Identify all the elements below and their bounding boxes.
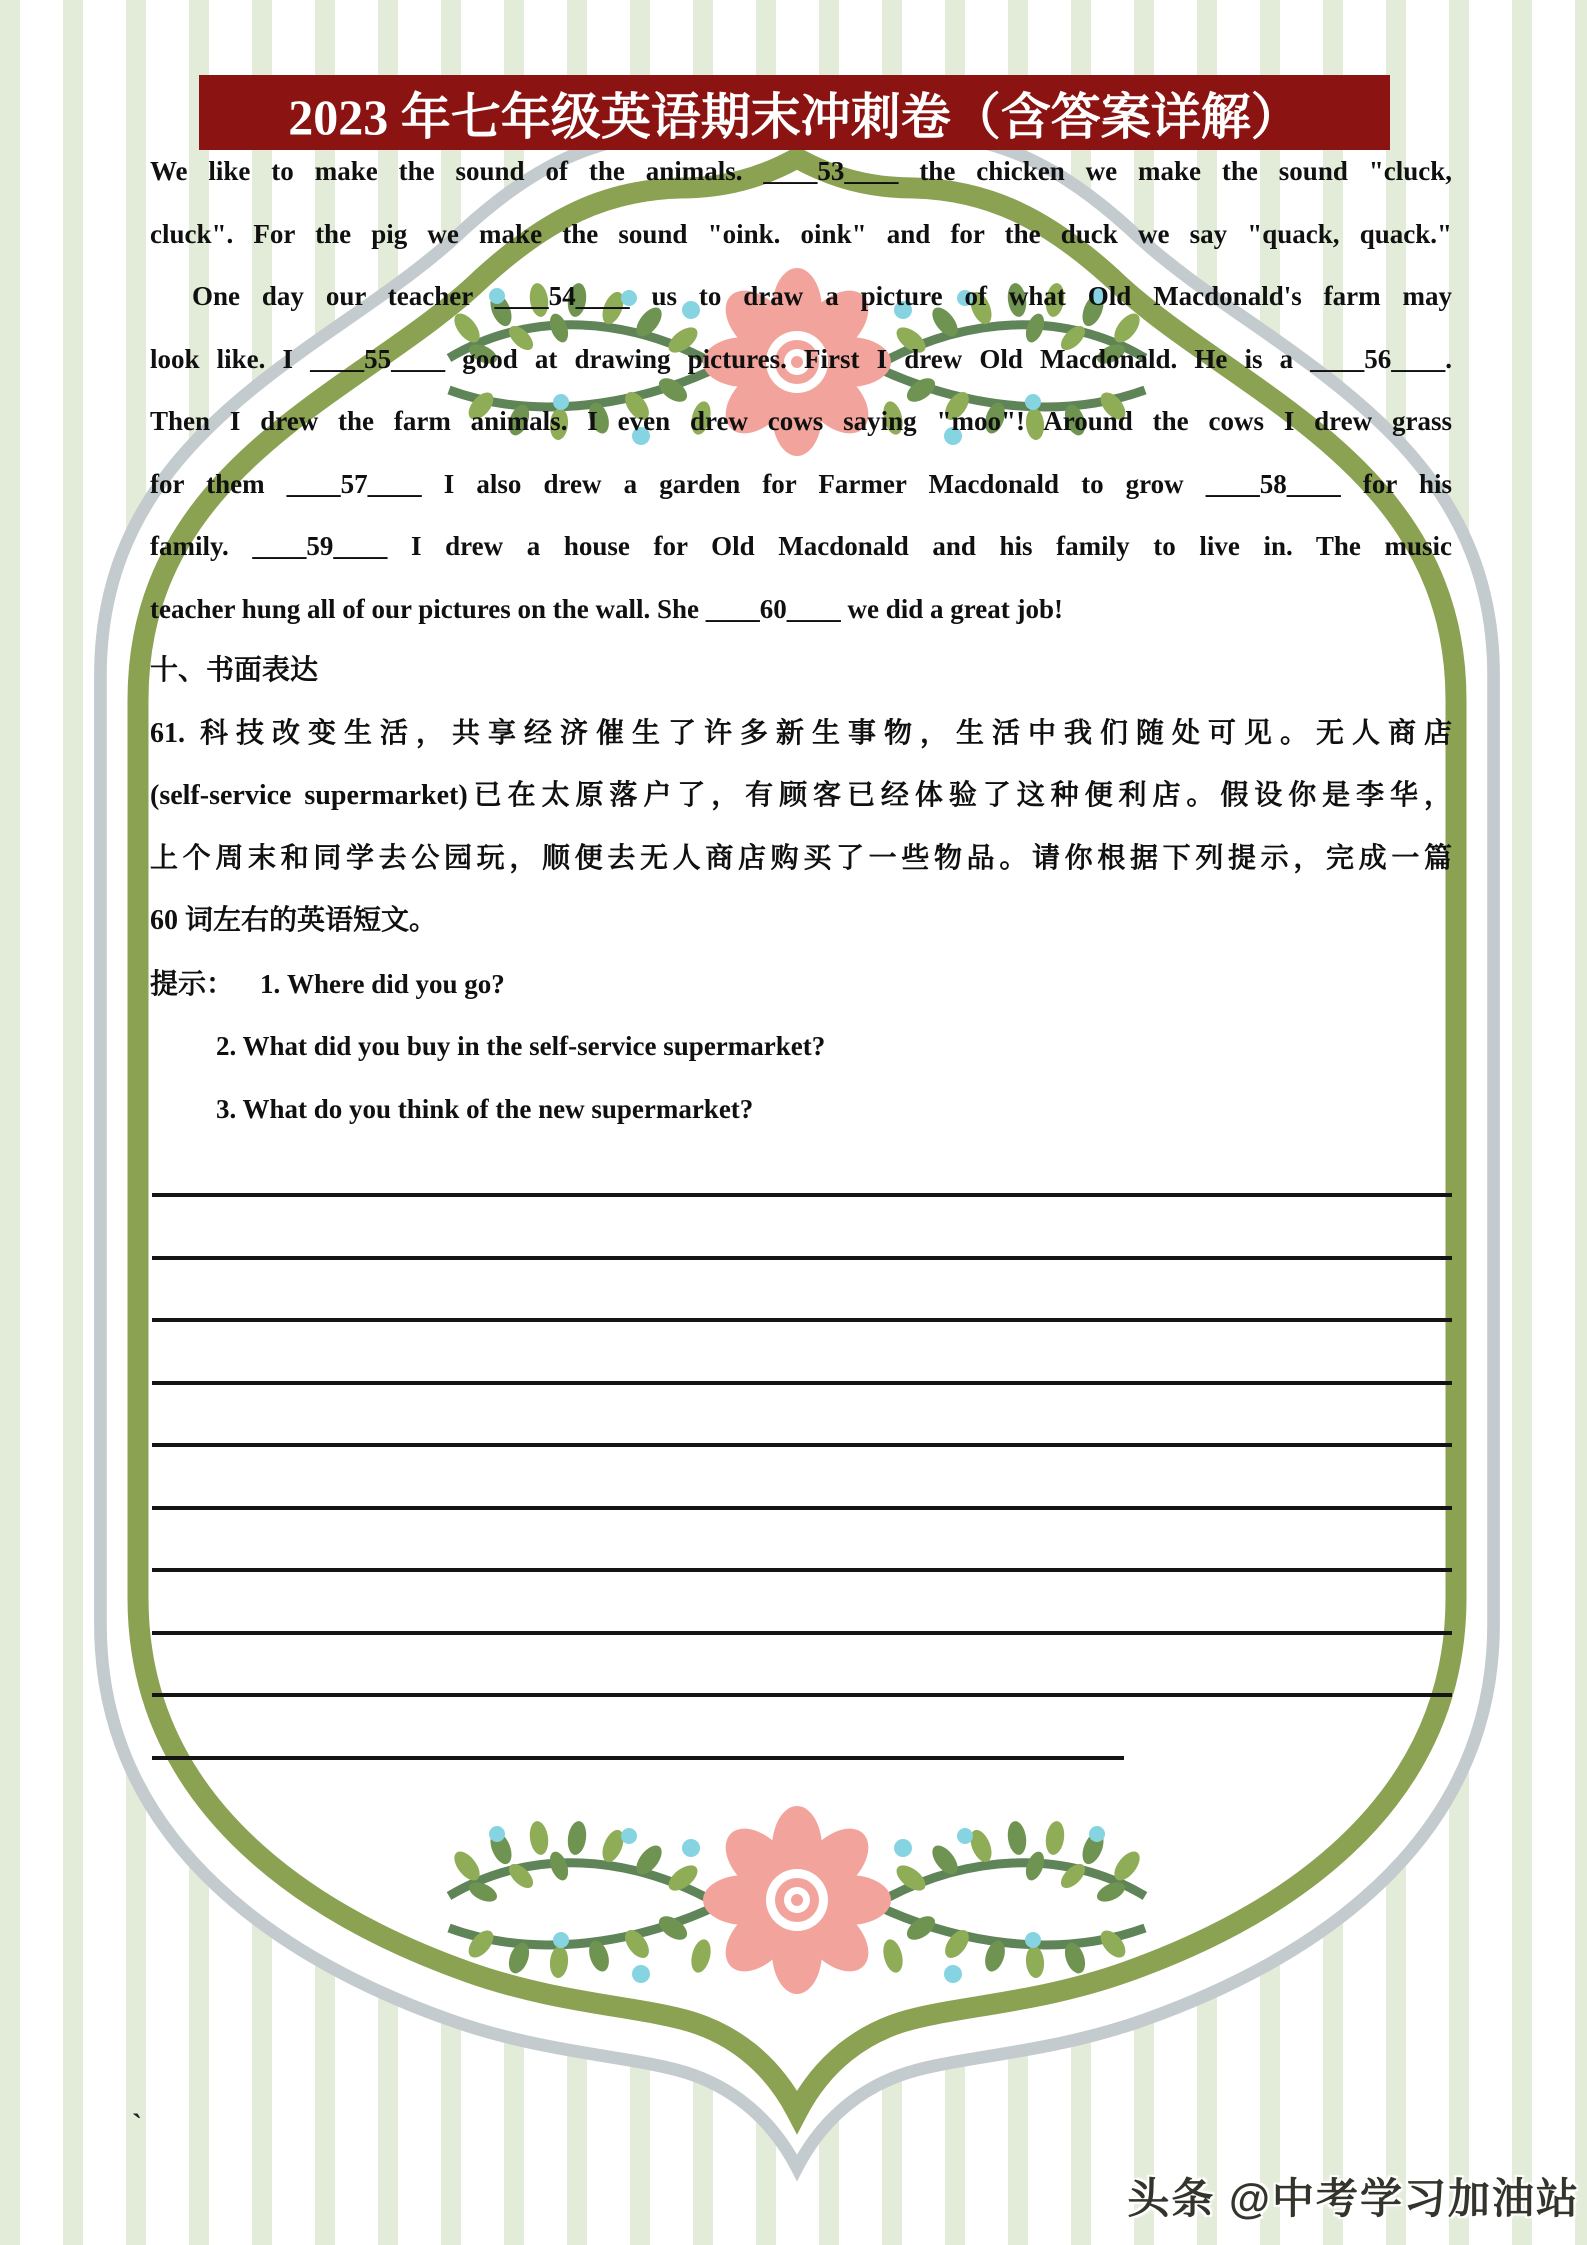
passage-line: Then I drew the farm animals. I even drew cows saying "moo"! Around the cows I drew grass [150, 406, 1452, 436]
page-title: 2023 年七年级英语期末冲刺卷（含答案详解） [288, 88, 1301, 145]
title-banner [199, 75, 1390, 150]
writing-line [152, 1506, 1452, 1510]
hint-line [150, 953, 1452, 1016]
writing-line [152, 1756, 1124, 1760]
writing-line [152, 1693, 1452, 1697]
writing-line [152, 1193, 1452, 1197]
body-text [150, 140, 1452, 1140]
stray-mark: ` [132, 2108, 142, 2141]
writing-line [152, 1318, 1452, 1322]
passage-line: teacher hung all of our pictures on the wall. She ____60____ we did a great job! [150, 593, 1064, 624]
passage-line: We like to make the sound of the animals. ____53____ the chicken we make the sound "cluck, [150, 156, 1452, 186]
passage-line: for them ____57____ I also drew a garden for Farmer Macdonald to grow ____58____ for his [150, 468, 1452, 499]
hint-item: 1. Where did you go? [260, 968, 505, 999]
writing-line [152, 1568, 1452, 1572]
task-line: (self-service supermarket)已在太原落户了，有顾客已经体验了这种便利店。假设你是李华， [150, 780, 1452, 811]
writing-line [152, 1631, 1452, 1635]
watermark: 头条 @中考学习加油站 [1127, 2175, 1580, 2222]
hint-label: 提示： [150, 968, 235, 1000]
hint-line: 2. What did you buy in the self-service supermarket? [216, 1031, 826, 1061]
task-line: 60 词左右的英语短文。 [150, 905, 438, 936]
passage-line: cluck". For the pig we make the sound "oink. oink" and for the duck we say "quack, quack." [150, 218, 1452, 249]
writing-line [152, 1256, 1452, 1260]
passage-line: One day our teacher ____54____ us to draw a picture of what Old Macdonald's farm may [192, 281, 1452, 311]
task-line: 上个周末和同学去公园玩，顺便去无人商店购买了一些物品。请你根据下列提示，完成一篇 [150, 842, 1452, 874]
passage-line: look like. I ____55____ good at drawing pictures. First I drew Old Macdonald. He is a ____56____. [150, 343, 1452, 374]
section-heading: 十、书面表达 [150, 655, 319, 686]
writing-line [152, 1381, 1452, 1385]
hint-line: 3. What do you think of the new supermarket? [216, 1093, 754, 1124]
passage-line: family. ____59____ I drew a house for Old Macdonald and his family to live in. The music [150, 531, 1452, 561]
task-line: 61. 科技改变生活，共享经济催生了许多新生事物，生活中我们随处可见。无人商店 [150, 717, 1452, 749]
writing-line [152, 1443, 1452, 1447]
